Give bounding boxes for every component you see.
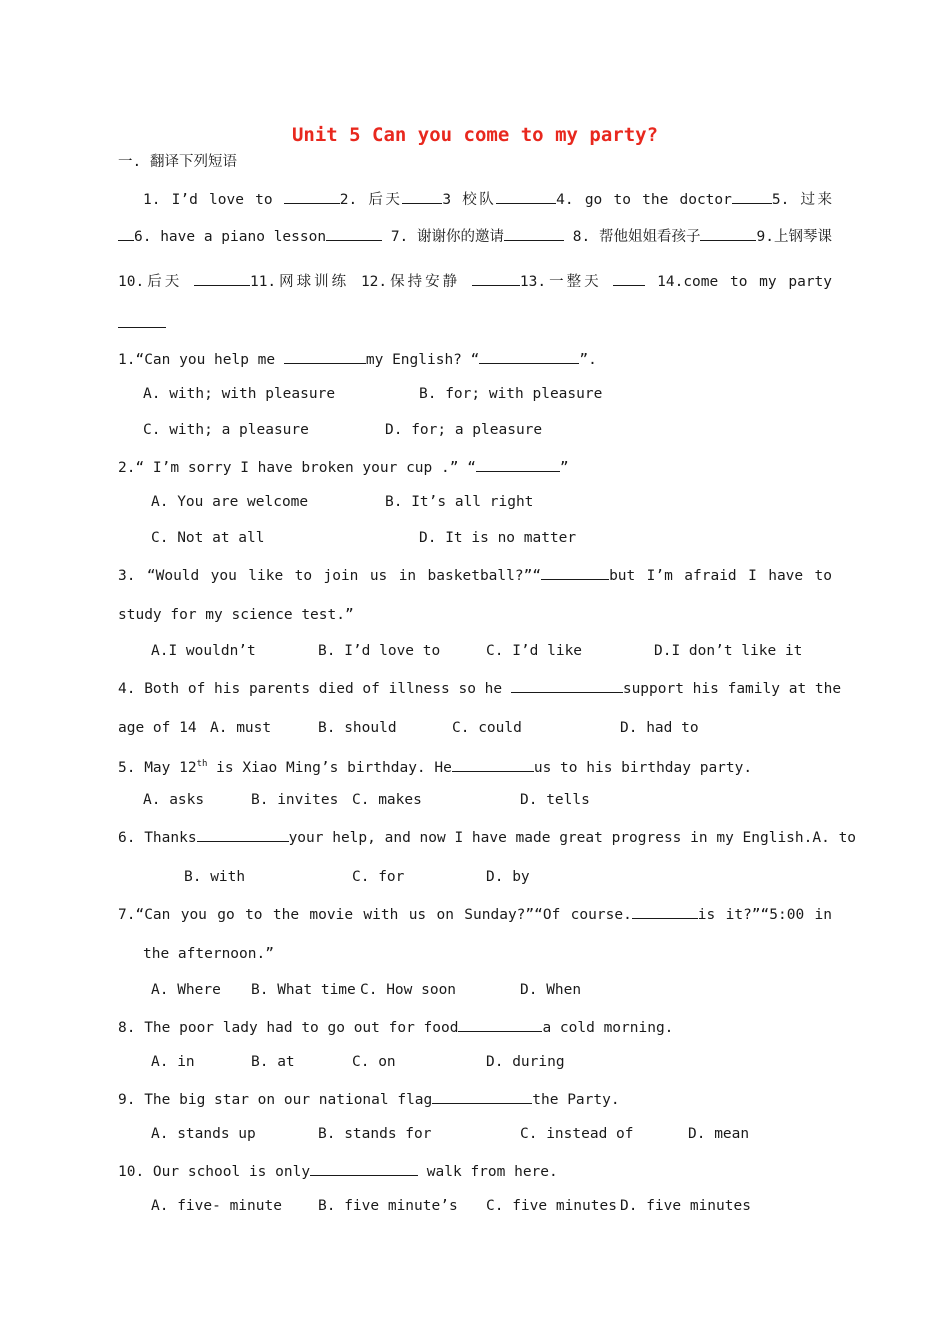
question-5-stem: 5. May 12th is Xiao Ming’s birthday. He us to his birthday party. bbox=[118, 754, 832, 778]
q6-option-c: C. for bbox=[352, 869, 405, 885]
phrase-line-2 bbox=[118, 225, 832, 247]
q5-option-c: C. makes bbox=[352, 792, 422, 808]
question-7-stem: 7.“Can you go to the movie with us on Sunday?”“Of course. is it?”“5:00 in bbox=[118, 903, 832, 925]
phrase-6: 6. have a piano lesson bbox=[134, 229, 327, 245]
q4-option-d: D. had to bbox=[620, 720, 699, 736]
question-4-stem-cont: age of 14 bbox=[118, 720, 197, 736]
q3-option-c: C. I’d like bbox=[486, 643, 583, 659]
page-title: Unit 5 Can you come to my party? bbox=[291, 124, 659, 146]
q6-option-a: A. to bbox=[812, 830, 857, 846]
section-heading: 一. 翻译下列短语 bbox=[118, 154, 237, 170]
q6-option-d: D. by bbox=[486, 869, 530, 885]
phrase-13: 13.一整天 bbox=[519, 274, 602, 290]
phrase-line-3 bbox=[118, 270, 832, 292]
question-3-stem: 3. “Would you like to join us in basketball?”“ but I’m afraid I have to bbox=[118, 564, 832, 586]
question-4-stem: 4. Both of his parents died of illness so he support his family at the bbox=[118, 677, 832, 699]
phrase-1: 1. I’d love to bbox=[143, 192, 273, 208]
q1-option-c: C. with; a pleasure bbox=[143, 422, 309, 438]
q3-option-b: B. I’d love to bbox=[318, 643, 441, 659]
q6-option-b: B. with bbox=[184, 869, 246, 885]
q9-option-a: A. stands up bbox=[151, 1126, 256, 1142]
phrase-7: 7. 谢谢你的邀请 bbox=[390, 229, 505, 245]
q7-option-a: A. Where bbox=[151, 982, 221, 998]
phrase-5: 5. 过来 bbox=[771, 192, 832, 208]
q4-option-b: B. should bbox=[318, 720, 397, 736]
q8-option-c: C. on bbox=[352, 1054, 396, 1070]
phrase-10: 10.后天 bbox=[118, 274, 183, 290]
q9-option-d: D. mean bbox=[688, 1126, 750, 1142]
q3-option-d: D.I don’t like it bbox=[654, 643, 803, 659]
question-1-stem: 1.“Can you help me my English? “ ”. bbox=[118, 348, 832, 370]
phrase-8: 8. 帮他姐姐看孩子 bbox=[572, 229, 701, 245]
phrase-9: 9.上钢琴课 bbox=[756, 229, 832, 245]
q1-option-b: B. for; with pleasure bbox=[419, 386, 603, 402]
q2-option-b: B. It’s all right bbox=[385, 494, 534, 510]
q1-option-a: A. with; with pleasure bbox=[143, 386, 336, 402]
question-3-stem-cont: study for my science test.” bbox=[118, 607, 354, 623]
phrase-4: 4. go to the doctor bbox=[556, 192, 732, 208]
phrase-11: 11.网球训练 bbox=[249, 274, 350, 290]
q8-option-d: D. during bbox=[486, 1054, 565, 1070]
q2-option-d: D. It is no matter bbox=[419, 530, 577, 546]
q4-option-a: A. must bbox=[210, 720, 272, 736]
q8-option-a: A. in bbox=[151, 1054, 195, 1070]
phrase-line-1 bbox=[143, 188, 832, 210]
phrase-3: 3 校队 bbox=[442, 192, 497, 208]
q10-option-a: A. five- minute bbox=[151, 1198, 282, 1214]
q3-option-a: A.I wouldn’t bbox=[151, 643, 256, 659]
q1-option-d: D. for; a pleasure bbox=[385, 422, 543, 438]
question-2-stem: 2.“ I’m sorry I have broken your cup .” “ ” bbox=[118, 456, 832, 478]
q7-option-d: D. When bbox=[520, 982, 582, 998]
q5-option-b: B. invites bbox=[251, 792, 339, 808]
q2-option-c: C. Not at all bbox=[151, 530, 265, 546]
question-8-stem: 8. The poor lady had to go out for food a cold morning. bbox=[118, 1016, 832, 1038]
phrase-line-4 bbox=[118, 312, 832, 334]
q7-option-c: C. How soon bbox=[360, 982, 457, 998]
q9-option-c: C. instead of bbox=[520, 1126, 634, 1142]
question-10-stem: 10. Our school is only walk from here. bbox=[118, 1160, 832, 1182]
q7-option-b: B. What time bbox=[251, 982, 356, 998]
q8-option-b: B. at bbox=[251, 1054, 295, 1070]
q10-option-c: C. five minutes bbox=[486, 1198, 617, 1214]
q9-option-b: B. stands for bbox=[318, 1126, 432, 1142]
question-6-stem: 6. Thanks your help, and now I have made great progress in my English.A. to bbox=[118, 826, 832, 848]
q4-option-c: C. could bbox=[452, 720, 522, 736]
q5-option-a: A. asks bbox=[143, 792, 205, 808]
phrase-14: 14.come to my party bbox=[657, 274, 833, 290]
q5-option-d: D. tells bbox=[520, 792, 590, 808]
q2-option-a: A. You are welcome bbox=[151, 494, 309, 510]
phrase-2: 2. 后天 bbox=[339, 192, 403, 208]
phrase-12: 12.保持安静 bbox=[360, 274, 461, 290]
q10-option-b: B. five minute’s bbox=[318, 1198, 458, 1214]
q10-option-d: D. five minutes bbox=[620, 1198, 751, 1214]
question-9-stem: 9. The big star on our national flag the Party. bbox=[118, 1088, 832, 1110]
question-7-stem-cont: the afternoon.” bbox=[143, 946, 274, 962]
